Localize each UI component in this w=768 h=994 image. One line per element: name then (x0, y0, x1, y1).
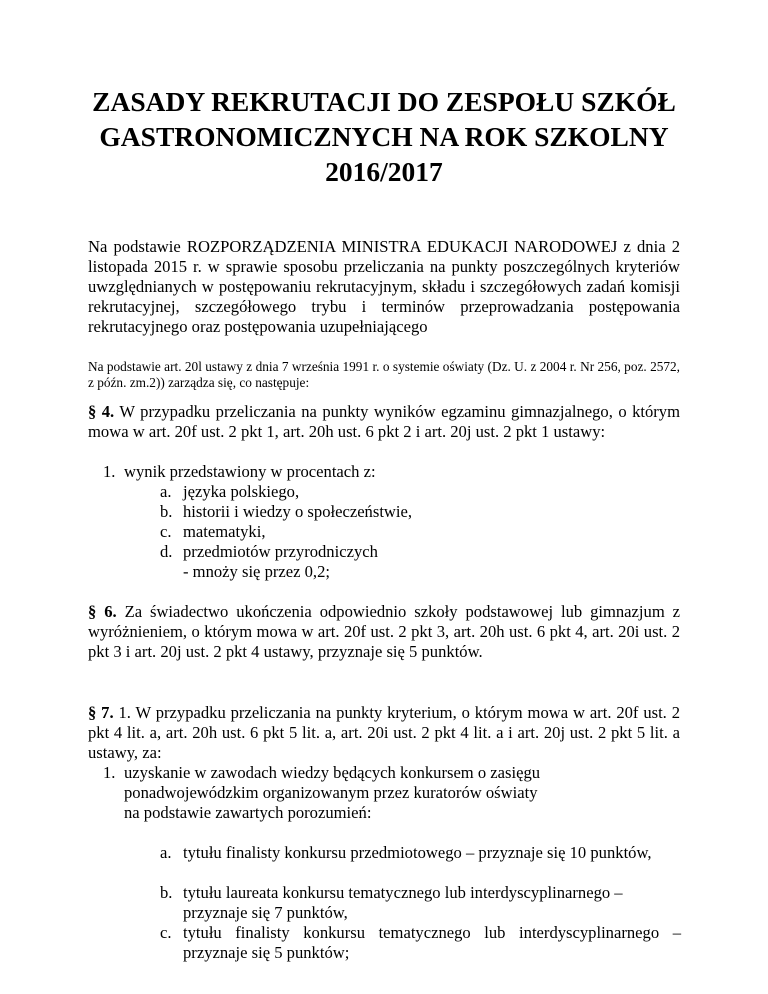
section-4-item-number: 1. (103, 462, 116, 481)
section-7-subitem-letter: a. (160, 843, 172, 862)
section-4-subitem-letter: d. (160, 542, 173, 561)
document-title: ZASADY REKRUTACJI DO ZESPOŁU SZKÓŁ GASTRONOMICZNYCH NA ROK SZKOLNY 2016/2017 (92, 86, 676, 187)
section-4-item-text: wynik przedstawiony w procentach z: (124, 462, 376, 481)
section-7-mark: § 7. (88, 703, 114, 722)
section-4-subitem-letter: a. (160, 482, 172, 501)
legal-basis: Na podstawie art. 20l ustawy z dnia 7 września 1991 r. o systemie oświaty (Dz. U. z 2004 r. Nr 256, poz. 2572, z późn. zm.2)) zarządza się, co następuje: (88, 359, 680, 390)
section-4-subitem-letter: c. (160, 522, 172, 541)
intro-paragraph: Na podstawie ROZPORZĄDZENIA MINISTRA EDUKACJI NARODOWEJ z dnia 2 listopada 2015 r. w sprawie sposobu przeliczania na punkty poszczególnych kryteriów uwzględnianych w postępowaniu rekrutacyjnym, składu i szczegółowych zadań komisji rekrutacyjnej, szczegółowego trybu i terminów przeprowadzania postępowania rekrutacyjnego oraz postępowania uzupełniającego (88, 237, 680, 336)
section-4 (88, 402, 680, 442)
section-6 (88, 602, 680, 662)
section-4-subitem-text: przedmiotów przyrodniczych (183, 542, 378, 561)
section-4-subitem-text: historii i wiedzy o społeczeństwie, (183, 502, 413, 521)
section-4-mark: § 4. (88, 402, 115, 421)
section-4-subitem-letter: b. (160, 502, 173, 521)
section-7-subitem-letter: c. (160, 923, 172, 942)
section-7-subitem-letter: b. (160, 883, 173, 902)
section-6-mark: § 6. (88, 602, 117, 621)
section-7-subitem-text: tytułu laureata konkursu tematycznego lub interdyscyplinarnego – przyznaje się 7 punktów, (183, 883, 623, 922)
section-7-subitem-text: tytułu finalisty konkursu przedmiotowego – przyznaje się 10 punktów, (183, 843, 652, 862)
section-4-subitem-text: języka polskiego, (183, 482, 300, 501)
section-4-subitem-text: matematyki, (183, 522, 266, 541)
section-7-item-number: 1. (103, 763, 116, 782)
section-7-item-text: uzyskanie w zawodach wiedzy będących konkursem o zasięgu ponadwojewódzkim organizowanym przez kuratorów oświaty na podstawie zawartych porozumień: (124, 763, 541, 822)
section-7-subitem-text: tytułu finalisty konkursu tematycznego lub interdyscyplinarnego – przyznaje się 5 punktów; (183, 923, 681, 962)
section-7 (88, 703, 680, 763)
section-4-text: W przypadku przeliczania na punkty wyników egzaminu gimnazjalnego, o którym mowa w art. 20f ust. 2 pkt 1, art. 20h ust. 6 pkt 2 i art. 20j ust. 2 pkt 1 ustawy: (88, 402, 681, 441)
section-4-multiplier: - mnoży się przez 0,2; (183, 562, 330, 581)
section-6-text: Za świadectwo ukończenia odpowiednio szkoły podstawowej lub gimnazjum z wyróżnieniem, o którym mowa w art. 20f ust. 2 pkt 3, art. 20h ust. 6 pkt 4, art. 20i ust. 2 pkt 3 i art. 20j ust. 2 pkt 4 ustawy, przyznaje się 5 punktów. (88, 602, 681, 661)
section-7-text: 1. W przypadku przeliczania na punkty kryterium, o którym mowa w art. 20f ust. 2 pkt 4 lit. a, art. 20h ust. 6 pkt 5 lit. a, art. 20i ust. 2 pkt 4 lit. a i art. 20j ust. 2 pkt 5 lit. a ustawy, za: (88, 703, 680, 762)
